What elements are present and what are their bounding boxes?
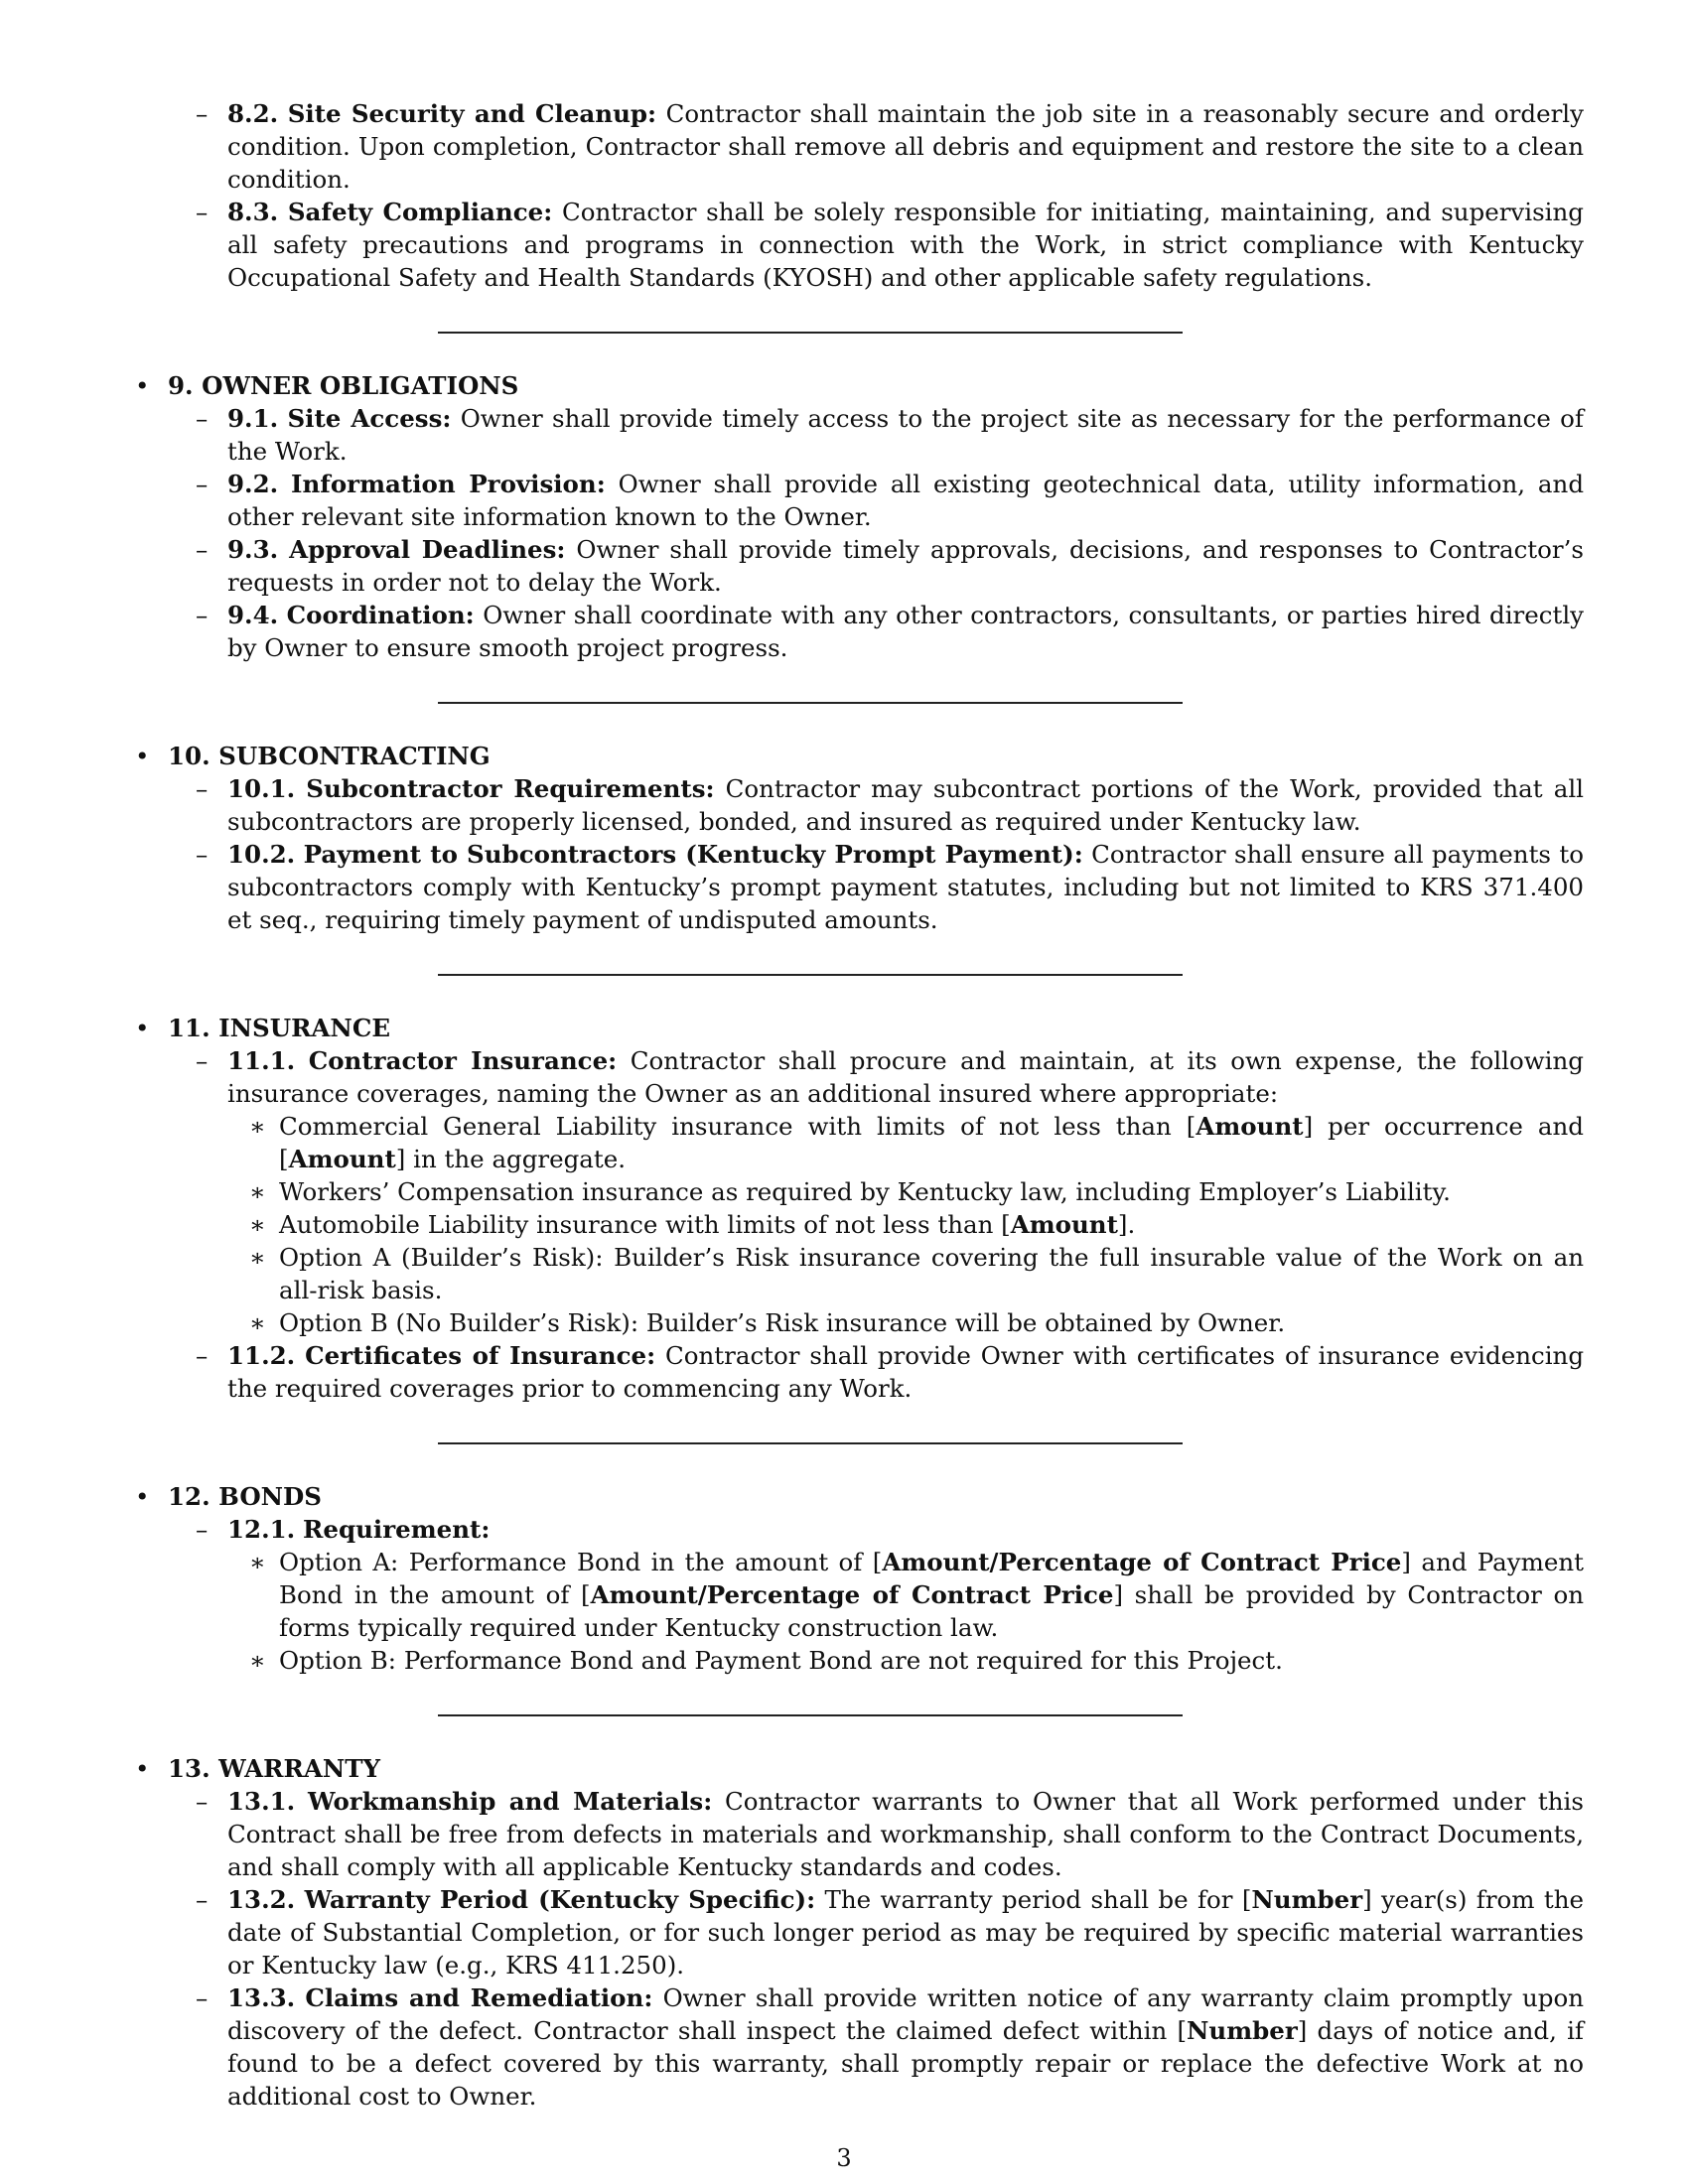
- section-heading-text: 12. BONDS: [168, 1482, 322, 1511]
- clause-text: Contractor shall procure and maintain, at its own expense, the following insurance coverages, naming the Owner as an additional insured where appropriate:: [227, 1046, 1584, 1108]
- placeholder-number: Number: [1251, 1885, 1363, 1914]
- clause-text: ] days of notice and, if found to be a defect covered by this warranty, shall promptly repair or replace the defective Work at no additional cost to Owner.: [227, 2016, 1584, 2111]
- item-text: Option B (No Builder’s Risk): Builder’s Risk insurance will be obtained by Owner.: [279, 1308, 1286, 1337]
- dash-marker: –: [196, 1515, 209, 1544]
- clause-text: Contractor shall ensure all payments to subcontractors comply with Kentucky’s prompt payment statutes, including but not limited to KRS 371.400 et seq., requiring timely payment of undisputed amounts.: [227, 840, 1584, 934]
- section-10: [129, 740, 1584, 936]
- clause-number: 9.3.: [227, 535, 279, 564]
- clause-number: 9.4.: [227, 601, 279, 629]
- clause-9-3: [129, 533, 1584, 599]
- horizontal-rule: [438, 702, 1183, 704]
- clause-11-2: [129, 1339, 1584, 1405]
- section-heading-text: 10. SUBCONTRACTING: [168, 742, 491, 770]
- clause-number: 11.2.: [227, 1341, 296, 1370]
- clause-title: Requirement:: [303, 1515, 491, 1544]
- clause-text: Owner shall coordinate with any other contractors, consultants, or parties hired directly by Owner to ensure smooth project progress.: [227, 601, 1585, 662]
- insurance-item-workers-comp: [129, 1175, 1584, 1208]
- clause-8-2: [129, 97, 1584, 196]
- dash-marker: –: [196, 1885, 209, 1914]
- bond-option-a: [129, 1546, 1584, 1644]
- clause-title: Claims and Remediation:: [305, 1983, 653, 2012]
- placeholder-amount: Amount: [288, 1145, 396, 1173]
- clause-text: Owner shall provide all existing geotechnical data, utility information, and other relevant site information known to the Owner.: [227, 470, 1584, 531]
- section-heading-text: 9. OWNER OBLIGATIONS: [168, 371, 519, 400]
- item-text: Automobile Liability insurance with limits of not less than [: [279, 1210, 1011, 1239]
- item-text: Option A: Performance Bond in the amount of [: [279, 1548, 883, 1576]
- clause-number: 13.2.: [227, 1885, 296, 1914]
- item-text: ] shall be provided by Contractor on forms typically required under Kentucky construction law.: [279, 1580, 1584, 1642]
- clause-number: 9.1.: [227, 404, 279, 433]
- bullet-marker: •: [135, 371, 150, 400]
- placeholder-amount: Amount: [1010, 1210, 1118, 1239]
- item-text: Commercial General Liability insurance with limits of not less than [: [279, 1112, 1196, 1141]
- clause-text: Owner shall provide timely access to the project site as necessary for the performance of the Work.: [227, 404, 1584, 466]
- clause-text: The warranty period shall be for [: [815, 1885, 1252, 1914]
- star-marker: ∗: [249, 1210, 266, 1239]
- clause-13-2: [129, 1883, 1584, 1981]
- clause-number: 12.1.: [227, 1515, 296, 1544]
- dash-marker: –: [196, 99, 209, 128]
- section-heading: [129, 740, 1584, 772]
- document-body: [129, 97, 1584, 2113]
- horizontal-rule: [438, 974, 1183, 976]
- placeholder-amount: Amount/Percentage of Contract Price: [590, 1580, 1114, 1609]
- section-heading: [129, 1012, 1584, 1044]
- section-heading-text: 11. INSURANCE: [168, 1014, 391, 1042]
- clause-number: 13.3.: [227, 1983, 296, 2012]
- dash-marker: –: [196, 601, 209, 629]
- clause-title: Subcontractor Requirements:: [306, 774, 715, 803]
- item-text: Option B: Performance Bond and Payment Bond are not required for this Project.: [279, 1646, 1283, 1675]
- section-heading-text: 13. WARRANTY: [168, 1754, 380, 1783]
- clause-text: Owner shall provide timely approvals, decisions, and responses to Contractor’s requests in order not to delay the Work.: [227, 535, 1584, 597]
- clause-text: Contractor shall provide Owner with certificates of insurance evidencing the required coverages prior to commencing any Work.: [227, 1341, 1584, 1403]
- clause-title: Payment to Subcontractors (Kentucky Prompt Payment):: [303, 840, 1083, 869]
- insurance-item-option-a: [129, 1241, 1584, 1306]
- clause-number: 8.2.: [227, 99, 279, 128]
- star-marker: ∗: [249, 1243, 266, 1272]
- bond-option-b: [129, 1644, 1584, 1677]
- dash-marker: –: [196, 774, 209, 803]
- dash-marker: –: [196, 840, 209, 869]
- clause-text: Owner shall provide written notice of any warranty claim promptly upon discovery of the defect. Contractor shall inspect the claimed defect within [: [227, 1983, 1584, 2045]
- item-text: Workers’ Compensation insurance as required by Kentucky law, including Employer’s Liability.: [279, 1177, 1451, 1206]
- star-marker: ∗: [249, 1308, 266, 1337]
- star-marker: ∗: [249, 1646, 266, 1675]
- dash-marker: –: [196, 535, 209, 564]
- clause-number: 9.2.: [227, 470, 279, 498]
- star-marker: ∗: [249, 1177, 266, 1206]
- dash-marker: –: [196, 1787, 209, 1816]
- bullet-marker: •: [135, 1754, 150, 1783]
- clause-title: Warranty Period (Kentucky Specific):: [304, 1885, 816, 1914]
- section-9: [129, 369, 1584, 664]
- dash-marker: –: [196, 1046, 209, 1075]
- clause-13-3: [129, 1981, 1584, 2113]
- horizontal-rule: [438, 1442, 1183, 1444]
- dash-marker: –: [196, 470, 209, 498]
- clause-title: Site Access:: [287, 404, 452, 433]
- section-13: [129, 1752, 1584, 2113]
- clause-title: Workmanship and Materials:: [307, 1787, 713, 1816]
- section-11: [129, 1012, 1584, 1405]
- clause-title: Site Security and Cleanup:: [287, 99, 657, 128]
- dash-marker: –: [196, 404, 209, 433]
- item-text: ].: [1117, 1210, 1136, 1239]
- item-text: ] in the aggregate.: [395, 1145, 627, 1173]
- clause-number: 10.2.: [227, 840, 296, 869]
- clause-9-2: [129, 468, 1584, 533]
- clause-number: 11.1.: [227, 1046, 296, 1075]
- insurance-item-auto: [129, 1208, 1584, 1241]
- bullet-marker: •: [135, 742, 150, 770]
- insurance-item-cgl: [129, 1110, 1584, 1175]
- clause-10-1: [129, 772, 1584, 838]
- clause-title: Certificates of Insurance:: [305, 1341, 656, 1370]
- placeholder-amount: Amount/Percentage of Contract Price: [882, 1548, 1402, 1576]
- clause-11-1: [129, 1044, 1584, 1110]
- section-12: [129, 1480, 1584, 1677]
- item-text: Option A (Builder’s Risk): Builder’s Risk insurance covering the full insurable value of the Work on an all-risk basis.: [279, 1243, 1584, 1304]
- placeholder-number: Number: [1187, 2016, 1298, 2045]
- clause-text: Contractor shall be solely responsible for initiating, maintaining, and supervising all safety precautions and programs in connection with the Work, in strict compliance with Kentucky Occupational Safety and Health Standards (KYOSH) and other applicable safety regulations.: [227, 198, 1584, 292]
- clause-title: Approval Deadlines:: [289, 535, 566, 564]
- section-heading: [129, 1752, 1584, 1785]
- clause-number: 13.1.: [227, 1787, 296, 1816]
- clause-12-1: [129, 1513, 1584, 1546]
- horizontal-rule: [438, 332, 1183, 334]
- bullet-marker: •: [135, 1014, 150, 1042]
- item-text: ] per occurrence and [: [279, 1112, 1584, 1173]
- clause-number: 10.1.: [227, 774, 296, 803]
- clause-text: Contractor may subcontract portions of the Work, provided that all subcontractors are properly licensed, bonded, and insured as required under Kentucky law.: [227, 774, 1584, 836]
- star-marker: ∗: [249, 1112, 266, 1141]
- clause-number: 8.3.: [227, 198, 279, 226]
- section-heading: [129, 369, 1584, 402]
- clause-title: Contractor Insurance:: [308, 1046, 618, 1075]
- clause-text: ] year(s) from the date of Substantial Completion, or for such longer period as may be required by specific material warranties or Kentucky law (e.g., KRS 411.250).: [227, 1885, 1584, 1979]
- page-number: 3: [836, 2144, 852, 2172]
- dash-marker: –: [196, 198, 209, 226]
- item-text: ] and Payment Bond in the amount of [: [279, 1548, 1584, 1609]
- bullet-marker: •: [135, 1482, 150, 1511]
- clause-title: Safety Compliance:: [287, 198, 553, 226]
- clause-9-1: [129, 402, 1584, 468]
- horizontal-rule: [438, 1714, 1183, 1716]
- dash-marker: –: [196, 1341, 209, 1370]
- star-marker: ∗: [249, 1548, 266, 1576]
- clause-13-1: [129, 1785, 1584, 1883]
- clause-title: Coordination:: [286, 601, 475, 629]
- clause-8-3: [129, 196, 1584, 294]
- clause-title: Information Provision:: [291, 470, 606, 498]
- dash-marker: –: [196, 1983, 209, 2012]
- section-8-continued: [129, 97, 1584, 294]
- clause-9-4: [129, 599, 1584, 664]
- insurance-item-option-b: [129, 1306, 1584, 1339]
- section-heading: [129, 1480, 1584, 1513]
- clause-text: Contractor shall maintain the job site in a reasonably secure and orderly condition. Upon completion, Contractor shall remove all debris and equipment and restore the site to a clean condition.: [227, 99, 1584, 194]
- clause-text: Contractor warrants to Owner that all Work performed under this Contract shall be free from defects in materials and workmanship, shall conform to the Contract Documents, and shall comply with all applicable Kentucky standards and codes.: [227, 1787, 1584, 1881]
- clause-10-2: [129, 838, 1584, 936]
- placeholder-amount: Amount: [1196, 1112, 1304, 1141]
